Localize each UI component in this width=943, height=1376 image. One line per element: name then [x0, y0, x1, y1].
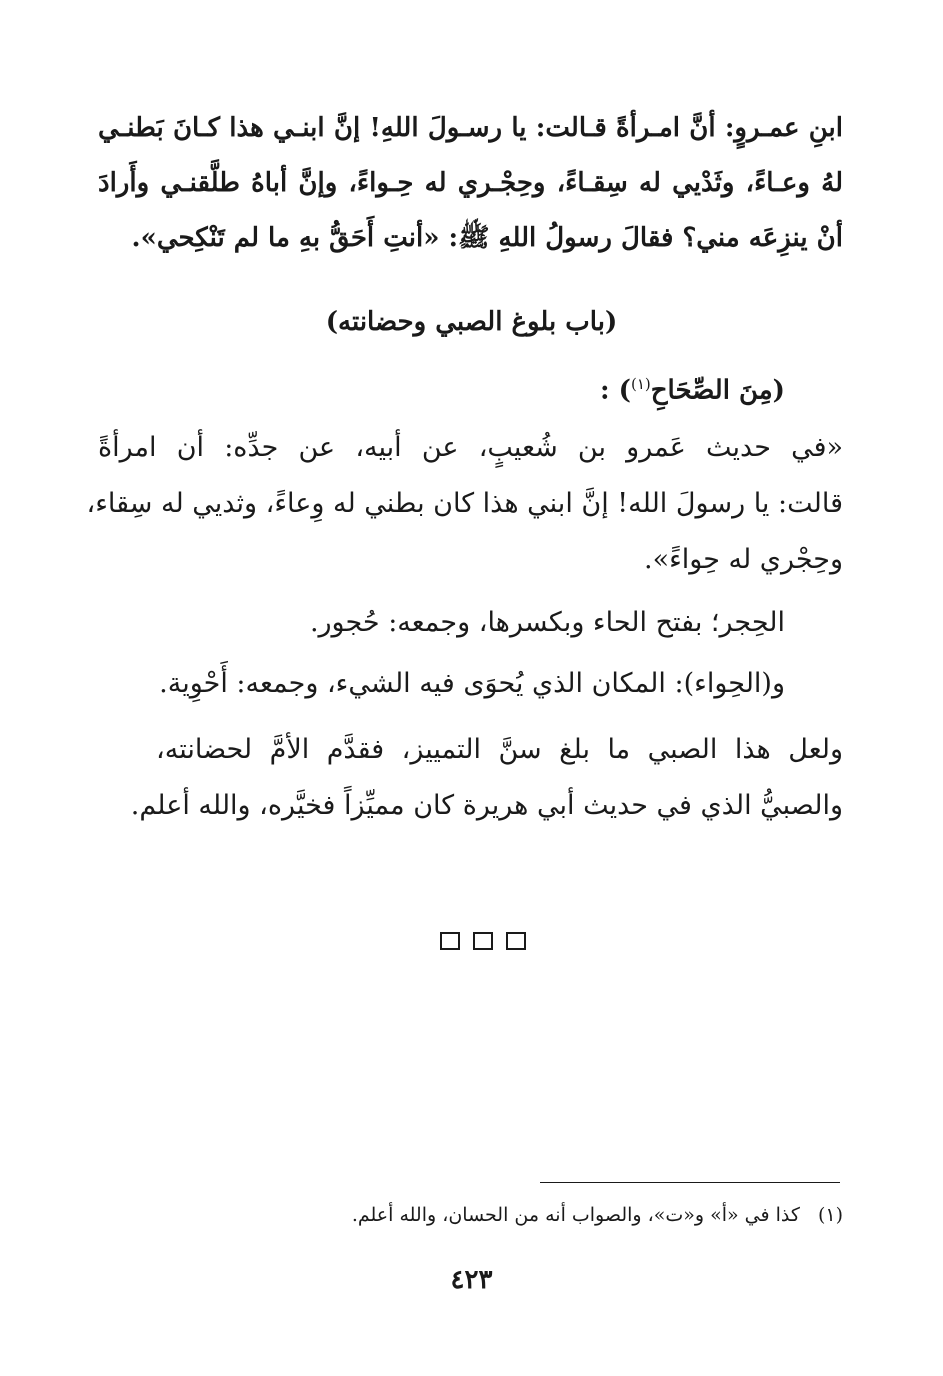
footnote-number: (١)	[817, 1204, 843, 1226]
section-heading-suffix: ) :	[600, 375, 631, 406]
closing-line-1: ولعل هذا الصبي ما بلغ سنَّ التمييز، فقدَّم الأمَّ لحضانته،	[156, 734, 843, 765]
footnote-text: كذا في «أ» و«ت»، والصواب أنه من الحسان، والله أعلم.	[351, 1204, 800, 1226]
section-heading-text: (مِنَ الصِّحَاحِ	[650, 375, 785, 406]
footnote	[98, 1200, 843, 1230]
hadith-line-3: وحِجْري له حِواءً».	[644, 544, 843, 575]
ornament-square-icon	[440, 932, 460, 950]
note-hijr: الحِجر؛ بفتح الحاء وبكسرها، وجمعه: حُجور.	[309, 607, 785, 638]
hadith-line-2: قالت: يا رسولَ الله! إنَّ ابني هذا كان بطني له وِعاءً، وثديي له سِقاء،	[86, 488, 843, 519]
ornament-square-icon	[506, 932, 526, 950]
section-end-ornament	[440, 932, 530, 956]
top-paragraph-line-2: لهُ وعـاءً، وثَدْيي له سِقـاءً، وحِجْـري له حِـواءً، وإنَّ أباهُ طلَّقنـي وأَرادَ	[98, 168, 843, 198]
footnote-separator	[540, 1182, 840, 1183]
ornament-square-icon	[473, 932, 493, 950]
section-heading	[600, 364, 785, 411]
note-hiwa: و(الحِواء): المكان الذي يُحوَى فيه الشيء، وجمعه: أَحْوِية.	[159, 668, 785, 699]
footnote-reference: (١)	[630, 375, 651, 393]
page-number: ٤٢٣	[450, 1265, 493, 1295]
chapter-heading: (باب بلوغ الصبي وحضانته)	[325, 307, 618, 337]
top-paragraph-line-3: أنْ ينزِعَه مني؟ فقالَ رسولُ اللهِ ﷺ: «أنتِ أَحَقُّ بهِ ما لم تَنْكِحي».	[131, 223, 843, 253]
hadith-line-1: «في حديث عَمرو بن شُعيبٍ، عن أبيه، عن جدِّه: أن امرأةً	[98, 432, 844, 463]
top-paragraph-line-1: ابنِ عمـروٍ: أنَّ امـرأةً قـالت: يا رسـولَ اللهِ! إنَّ ابنـي هذا كـانَ بَطنـي	[98, 113, 843, 143]
closing-line-2: والصبيُّ الذي في حديث أبي هريرة كان مميِّزاً فخيَّره، والله أعلم.	[130, 790, 843, 821]
